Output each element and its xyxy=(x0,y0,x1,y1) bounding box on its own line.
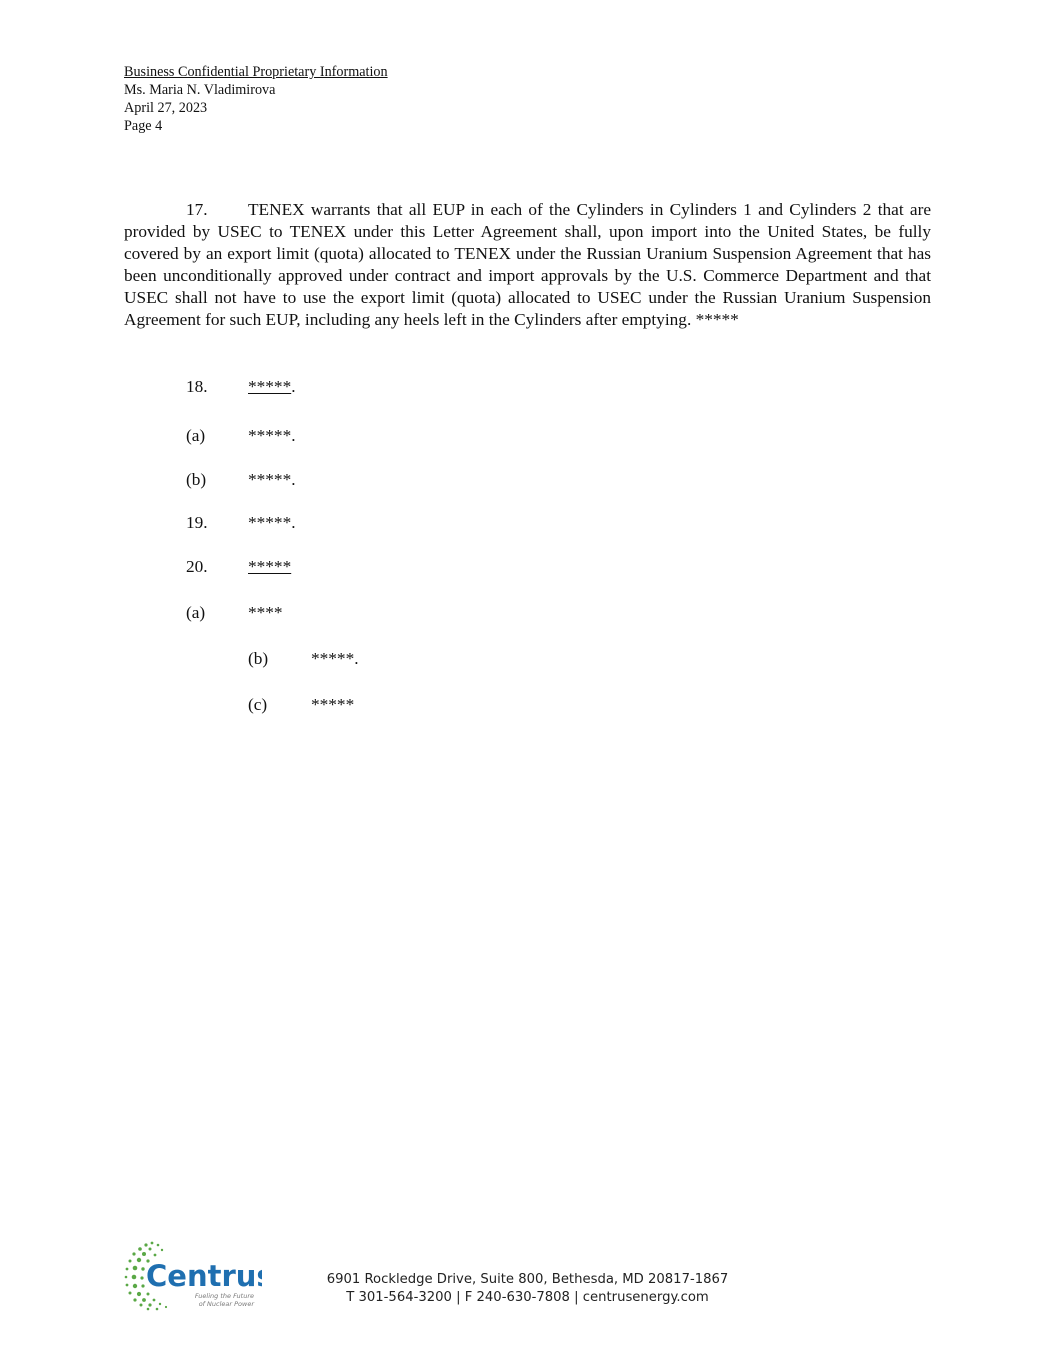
item-18b-label: (b) xyxy=(186,470,207,489)
item-18a-text: *****. xyxy=(248,426,296,445)
item-20a-text: **** xyxy=(248,603,283,622)
logo-tagline-line1: Fueling the Future xyxy=(194,1292,254,1300)
item-20-text: ***** xyxy=(248,557,292,576)
logo-wordmark: Centrus xyxy=(146,1259,262,1293)
centrus-logo xyxy=(122,1238,262,1316)
page-number: Page 4 xyxy=(124,118,163,134)
item-20b-label: (b) xyxy=(248,649,269,668)
item-20c-text: ***** xyxy=(311,695,355,714)
footer-address: 6901 Rockledge Drive, Suite 800, Bethesda, MD 20817-1867 xyxy=(326,1272,729,1287)
item-20a-label: (a) xyxy=(186,603,206,622)
logo-tagline-line2: of Nuclear Power xyxy=(198,1300,254,1308)
confidentiality-notice: Business Confidential Proprietary Information xyxy=(124,64,388,80)
item-18b-text: *****. xyxy=(248,470,296,489)
item-20-label: 20. xyxy=(186,557,208,576)
item-18-label: 18. xyxy=(186,377,208,396)
item-20b-text: *****. xyxy=(311,649,359,668)
letter-header xyxy=(124,63,388,135)
paragraph-17-text: TENEX warrants that all EUP in each of the Cylinders in Cylinders 1 and Cylinders 2 that are provided by USEC to TENEX under this Letter Agreement shall, upon import into the United States, be fully covered by an export limit (quota) allocated to TENEX under the Russian Uranium Suspension Agreement that has been unconditionally approved under contract and import approvals by the U.S. Commerce Department and that USEC shall not have to use the export limit (quota) allocated to USEC under the Russian Uranium Suspension Agreement for such EUP, including any heels left in the Cylinders after emptying. ***** xyxy=(124,200,931,329)
centrus-logo-icon xyxy=(122,1238,262,1316)
item-19-label: 19. xyxy=(186,513,208,532)
item-18-text: ***** xyxy=(248,377,292,396)
footer-address-block xyxy=(300,1271,755,1307)
recipient-name: Ms. Maria N. Vladimirova xyxy=(124,82,276,98)
letter-date: April 27, 2023 xyxy=(124,100,208,116)
item-18a-label: (a) xyxy=(186,426,206,445)
paragraph-17-number: 17. xyxy=(186,200,208,219)
footer-contact: T 301-564-3200 | F 240-630-7808 | centrusenergy.com xyxy=(346,1290,709,1305)
item-19-text: *****. xyxy=(248,513,296,532)
item-20c-label: (c) xyxy=(248,695,268,714)
item-18-suffix: . xyxy=(291,377,296,396)
paragraph-17 xyxy=(124,199,931,331)
